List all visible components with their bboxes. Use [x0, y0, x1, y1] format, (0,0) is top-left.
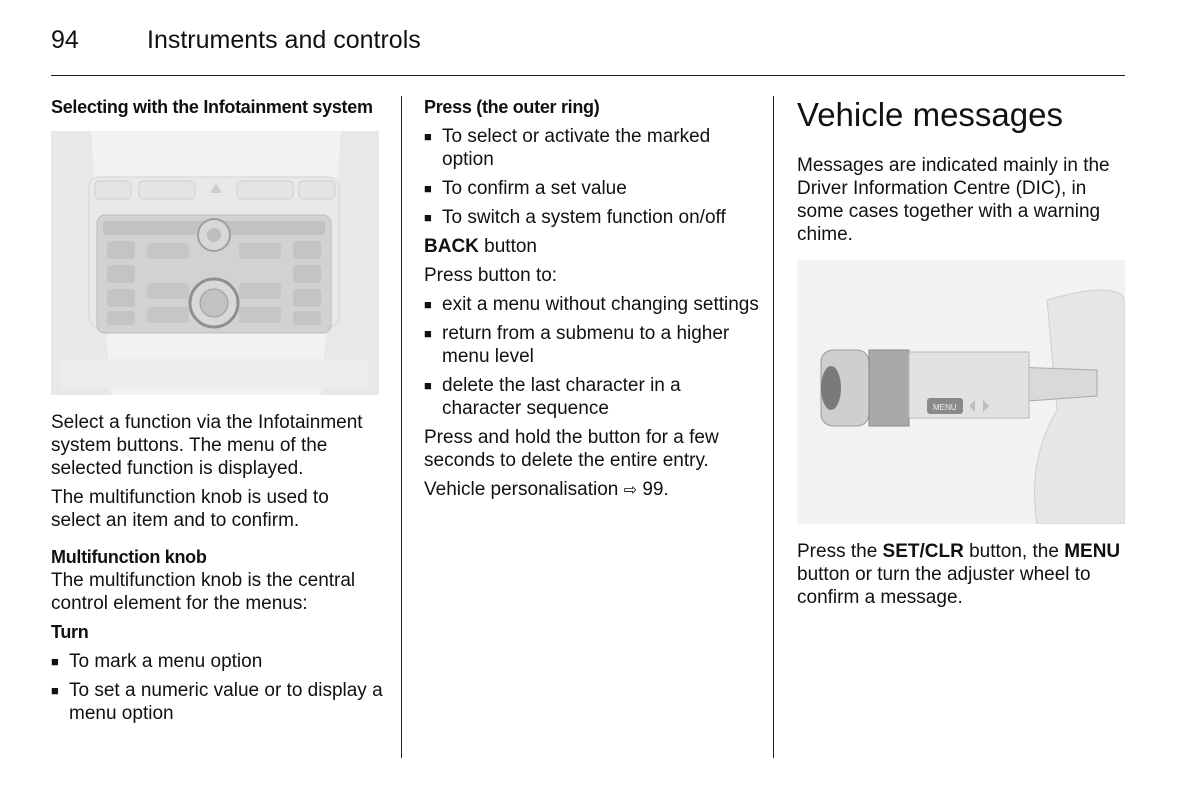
- square-bullet-icon: ■: [424, 326, 432, 341]
- subheading-press: Press (the outer ring): [424, 97, 600, 117]
- paragraph: Press button to:: [424, 265, 558, 286]
- page-title: Instruments and controls: [147, 26, 421, 54]
- square-bullet-icon: ■: [51, 683, 59, 698]
- list-item: ■ To confirm a set value: [424, 178, 627, 199]
- list-item: ■ To switch a system function on/off: [424, 207, 726, 228]
- paragraph: The multifunction knob is the central control element for the menus:: [51, 570, 356, 614]
- subheading-multifunction-knob: Multifunction knob: [51, 547, 207, 567]
- press-list: [424, 125, 759, 229]
- list-item: ■ delete the last character in a character sequence: [424, 375, 681, 419]
- page-number: 94: [51, 26, 79, 54]
- square-bullet-icon: ■: [424, 210, 432, 225]
- turn-list: [51, 650, 383, 725]
- square-bullet-icon: ■: [424, 297, 432, 312]
- stalk-menu-label: MENU: [933, 403, 957, 412]
- list-item: ■ exit a menu without changing settings: [424, 294, 759, 315]
- arrow-icon: ⇨: [623, 482, 638, 499]
- column-3: [797, 96, 1129, 609]
- infotainment-panel-image: [51, 131, 379, 395]
- back-list: [424, 293, 759, 420]
- paragraph: Select a function via the Infotainment system buttons. The menu of the selected function is displayed.: [51, 412, 363, 479]
- square-bullet-icon: ■: [424, 181, 432, 196]
- back-button-label: BACK button: [424, 236, 537, 257]
- section-title: Vehicle messages: [797, 96, 1063, 133]
- square-bullet-icon: ■: [424, 129, 432, 144]
- paragraph: Messages are indicated mainly in the Driver Information Centre (DIC), in some cases together with a warning chime.: [797, 155, 1110, 245]
- header-rule: [51, 75, 1125, 76]
- steering-column-stalk-image: [797, 260, 1125, 524]
- list-item: ■ return from a submenu to a higher menu level: [424, 323, 730, 367]
- list-item: ■ To select or activate the marked option: [424, 126, 711, 170]
- column-2: [424, 96, 759, 502]
- paragraph: Press and hold the button for a few seconds to delete the entire entry.: [424, 427, 719, 471]
- list-item: ■ To mark a menu option: [51, 651, 263, 672]
- caption-paragraph: Press the SET/CLR button, the MENU button or turn the adjuster wheel to confirm a message.: [797, 541, 1121, 608]
- section-heading: Selecting with the Infotainment system: [51, 97, 373, 117]
- column-divider-2: [773, 96, 774, 758]
- subheading-turn: Turn: [51, 622, 89, 642]
- list-item: ■ To set a numeric value or to display a menu option: [51, 680, 383, 724]
- cross-reference[interactable]: Vehicle personalisation ⇨ 99.: [424, 479, 669, 500]
- column-divider-1: [401, 96, 402, 758]
- square-bullet-icon: ■: [51, 654, 59, 669]
- paragraph: The multifunction knob is used to select an item and to confirm.: [51, 487, 329, 531]
- column-1: [51, 96, 383, 725]
- square-bullet-icon: ■: [424, 378, 432, 393]
